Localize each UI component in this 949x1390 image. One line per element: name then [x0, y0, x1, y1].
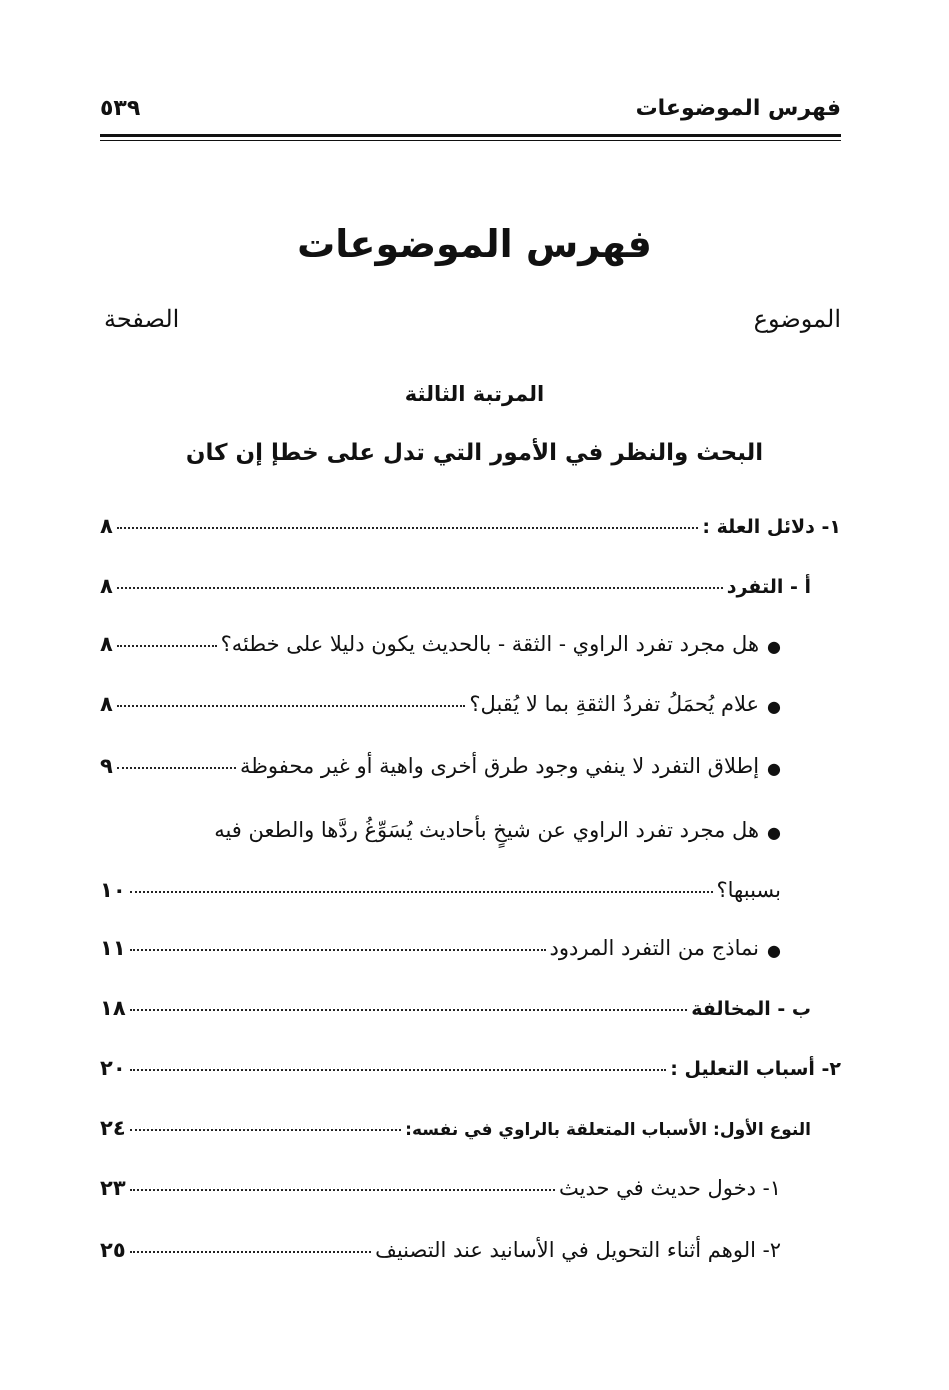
leader-dots	[117, 527, 699, 529]
entry-page: ٨	[100, 574, 113, 598]
page-title: فهرس الموضوعات	[297, 222, 652, 266]
entry-text: إطلاق التفرد لا ينفي وجود طرق أخرى واهية أو غير محفوظة	[239, 754, 760, 778]
entry-text: علام يُحمَلُ تفردُ الثقةِ بما لا يُقبل؟	[469, 692, 760, 716]
entry-page: ٢٠	[100, 1056, 126, 1080]
entry-text: نماذج من التفرد المردود	[549, 936, 760, 960]
leader-dots	[130, 1251, 371, 1253]
entry-text: ٢- الوهم أثناء التحويل في الأسانيد عند التصنيف	[375, 1238, 781, 1262]
leader-dots	[130, 1069, 667, 1071]
toc-entry-continuation[interactable]	[100, 862, 781, 902]
toc-entry[interactable]	[100, 738, 781, 778]
header-rule-thick	[100, 134, 841, 137]
toc-entry[interactable]	[100, 1222, 781, 1262]
leader-dots	[130, 1009, 688, 1011]
entry-text: النوع الأول: الأسباب المتعلقة بالراوي في نفسه:	[405, 1120, 811, 1140]
entry-page: ١١	[100, 936, 126, 960]
header-rule-thin	[100, 140, 841, 141]
leader-dots	[130, 1129, 402, 1131]
entry-page: ٨	[100, 692, 113, 716]
toc-entry[interactable]	[150, 802, 781, 842]
leader-dots	[117, 767, 236, 769]
toc-entry[interactable]	[100, 1100, 811, 1140]
leader-dots	[117, 587, 723, 589]
leader-dots	[130, 1189, 555, 1191]
entry-page: ٨	[100, 632, 113, 656]
bullet-icon: ●	[767, 637, 781, 656]
entry-text: هل مجرد تفرد الراوي - الثقة - بالحديث يكون دليلا على خطئه؟	[220, 632, 760, 656]
entry-text: ب - المخالفة	[691, 998, 811, 1020]
leader-dots	[130, 949, 546, 951]
running-header	[100, 88, 841, 128]
entry-page: ٢٣	[100, 1176, 126, 1200]
entry-text: أ - التفرد	[726, 576, 811, 598]
toc-entry[interactable]	[100, 1040, 841, 1080]
entry-page: ٢٥	[100, 1238, 126, 1262]
entry-text: ١- دلائل العلة :	[702, 516, 841, 538]
running-title: فهرس الموضوعات	[635, 95, 841, 121]
bullet-icon: ●	[767, 823, 781, 842]
entry-text-continuation: بسببها؟	[716, 878, 781, 902]
section-subheading: البحث والنظر في الأمور التي تدل على خطإ إن كان	[185, 440, 764, 466]
entry-page: ٩	[100, 754, 113, 778]
section-heading: المرتبة الثالثة	[404, 382, 545, 406]
column-headers	[104, 305, 841, 333]
bullet-icon: ●	[767, 697, 781, 716]
entry-page: ١٨	[100, 996, 126, 1020]
bullet-icon: ●	[767, 941, 781, 960]
topic-column-label: الموضوع	[753, 305, 841, 333]
bullet-icon: ●	[767, 759, 781, 778]
toc-entry[interactable]	[100, 920, 781, 960]
toc-entry[interactable]	[100, 676, 781, 716]
leader-dots	[130, 891, 713, 893]
entry-page: ٢٤	[100, 1116, 126, 1140]
leader-dots	[117, 705, 466, 707]
toc-entry[interactable]	[100, 616, 781, 656]
entry-text: ١- دخول حديث في حديث	[559, 1176, 781, 1200]
toc-entry[interactable]	[100, 1160, 781, 1200]
toc-entry[interactable]	[100, 980, 811, 1020]
toc-entry[interactable]	[100, 558, 811, 598]
page-column-label: الصفحة	[104, 305, 180, 333]
toc-entry[interactable]	[100, 498, 841, 538]
entry-page: ١٠	[100, 878, 126, 902]
entry-text: ٢- أسباب التعليل :	[670, 1058, 841, 1080]
entry-page: ٨	[100, 514, 113, 538]
entry-text: هل مجرد تفرد الراوي عن شيخٍ بأحاديث يُسَوِّغُ ردَّها والطعن فيه	[214, 818, 760, 842]
page-number: ٥٣٩	[100, 95, 141, 121]
leader-dots	[117, 645, 217, 647]
